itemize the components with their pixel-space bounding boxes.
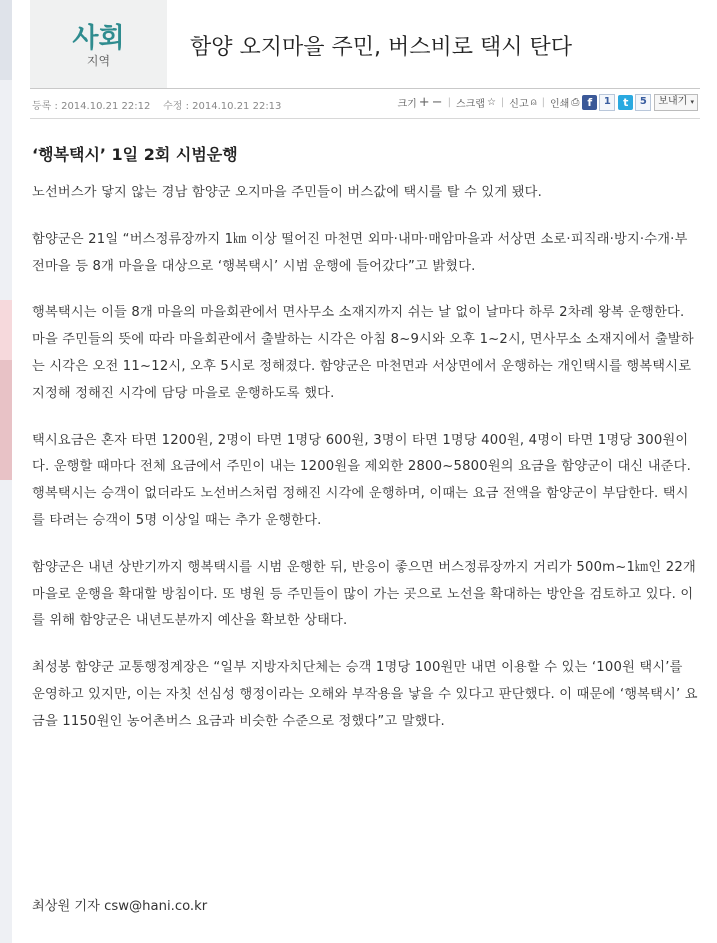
scrap-label: 스크랩 <box>455 99 485 110</box>
send-button[interactable] <box>654 94 698 111</box>
article-paragraph: 함양군은 내년 상반기까지 행복택시를 시범 운행한 뒤, 반응이 좋으면 버스정류장까지 거리가 500m~1㎞인 22개 마을로 운행을 확대할 방침이다. 또 병원 등 주민들이 많이 가는 곳으로 노선을 확대하는 방안을 검토하고 있다. 이를 위해 함양군은 내년도분까지 예산을 확보한 상태다. <box>32 559 696 629</box>
printer-icon: ⎙ <box>571 97 580 108</box>
section-name: 사회 <box>72 23 125 54</box>
registered-date: 2014.10.21 22:12 <box>61 101 151 112</box>
modified-label: 수정 <box>163 101 183 112</box>
article-subheadline: ‘행복택시’ 1일 2회 시범운행 <box>32 145 238 164</box>
report-button[interactable] <box>509 95 536 110</box>
toolbar-divider: | <box>541 97 545 108</box>
article-byline[interactable]: 최상원 기자 csw@hani.co.kr <box>32 899 208 914</box>
bell-icon: ⍝ <box>530 97 537 108</box>
twitter-count: 5 <box>635 94 651 111</box>
section-sub: 지역 <box>86 54 111 68</box>
article-meta-bar <box>30 92 700 119</box>
article-body <box>32 180 698 756</box>
twitter-icon: t <box>618 95 633 110</box>
article-paragraph: 함양군은 21일 “버스정류장까지 1㎞ 이상 떨어진 마천면 외마·내마·매암마을과 서상면 소로·피직래·방지·수개·부전마을 등 8개 마을을 대상으로 ‘행복택시’ 시범 운행에 들어갔다”고 밝혔다. <box>32 231 688 274</box>
dropdown-icon: ▾ <box>690 98 694 106</box>
facebook-count: 1 <box>599 94 615 111</box>
facebook-icon: f <box>582 95 597 110</box>
scrap-button[interactable] <box>456 95 496 110</box>
article-paragraph: 행복택시는 이들 8개 마을의 마을회관에서 면사무소 소재지까지 쉬는 날 없이 날마다 하루 2차례 왕복 운행한다. 마을 주민들의 뜻에 따라 마을회관에서 출발하는 시각은 아침 8~9시와 오후 1~2시, 면사무소 소재지에서 출발하는 시각은 오전 11~12시, 오후 5시로 정해졌다. 함양군은 마천면과 서상면에서 운행하는 개인택시를 행복택시로 지정해 정해진 시각에 담당 마을로 운행하도록 했다. <box>32 305 694 401</box>
print-button[interactable] <box>550 95 579 110</box>
star-icon: ☆ <box>486 97 496 108</box>
facebook-share[interactable] <box>582 94 615 111</box>
article-header <box>30 0 700 89</box>
toolbar-divider: | <box>500 97 505 108</box>
send-label: 보내기 <box>658 96 688 107</box>
modified-date: 2014.10.21 22:13 <box>192 101 282 112</box>
twitter-share[interactable] <box>618 94 651 111</box>
font-size-control <box>397 95 442 110</box>
article-paragraph: 최성봉 함양군 교통행정계장은 “일부 지방자치단체는 승객 1명당 100원만 내면 이용할 수 있는 ‘100원 택시’를 운영하고 있지만, 이는 자칫 선심성 행정이라는 오해와 부작용을 낳을 수 있다고 판단했다. 이 때문에 ‘행복택시’ 요금을 1150원인 농어촌버스 요금과 비슷한 수준으로 정했다”고 말했다. <box>32 660 698 729</box>
article-paragraph: 노선버스가 닿지 않는 경남 함양군 오지마을 주민들이 버스값에 택시를 탈 수 있게 됐다. <box>32 185 542 200</box>
article-toolbar <box>397 94 698 111</box>
report-label: 신고 <box>509 99 529 110</box>
page-title: 함양 오지마을 주민, 버스비로 택시 탄다 <box>190 35 572 60</box>
registered-label: 등록 <box>32 101 52 112</box>
article-dates: 등록 : 2014.10.21 22:12 수정 : 2014.10.21 22:13 <box>32 101 282 112</box>
left-edge-banner <box>0 0 12 943</box>
print-label: 인쇄 <box>549 99 570 110</box>
font-size-label: 크기 <box>397 99 417 110</box>
section-badge[interactable] <box>30 0 167 88</box>
minus-icon[interactable]: − <box>431 95 443 110</box>
plus-icon[interactable]: + <box>418 95 430 110</box>
article-paragraph: 택시요금은 혼자 타면 1200원, 2명이 타면 1명당 600원, 3명이 타면 1명당 400원, 4명이 타면 1명당 300원이다. 운행할 때마다 전체 요금에서 주민이 내는 1200원을 제외한 2800~5800원의 요금을 함양군이 대신 내준다. 행복택시는 승객이 없더라도 노선버스처럼 정해진 시각에 운행하며, 이때는 요금 전액을 함양군이 부담한다. 택시를 타려는 승객이 5명 이상일 때는 추가 운행한다. <box>32 432 691 528</box>
toolbar-divider: | <box>447 97 451 108</box>
